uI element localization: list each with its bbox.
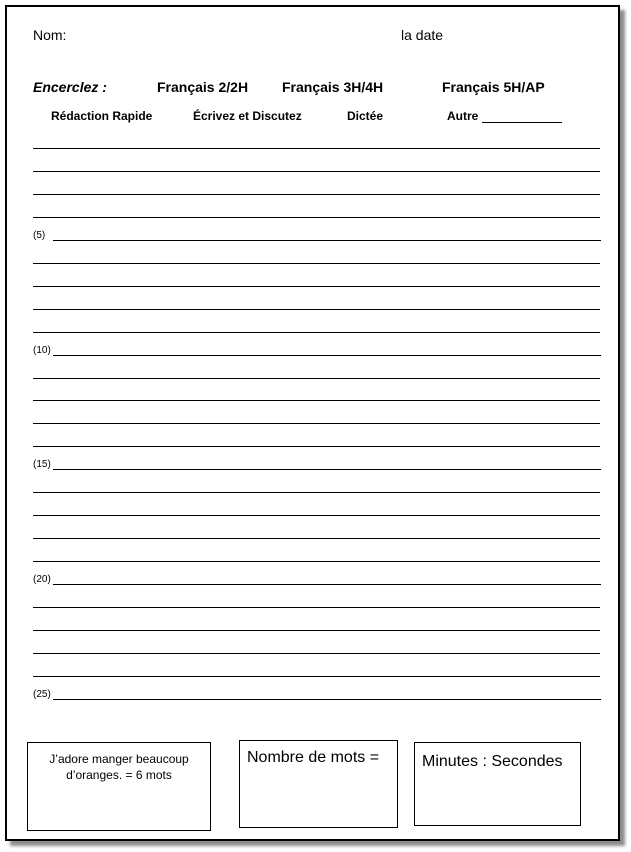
writing-line[interactable] [53,240,601,241]
writing-line[interactable] [53,699,601,700]
writing-line[interactable] [33,286,600,287]
word-count-label: Nombre de mots = [247,749,380,766]
writing-line[interactable] [33,630,600,631]
type-option-dictee[interactable]: Dictée [347,109,384,123]
line-number-marker: (5) [33,230,46,241]
writing-line[interactable] [33,400,600,401]
worksheet-page [5,5,620,841]
writing-line[interactable] [33,607,600,608]
writing-line[interactable] [33,217,600,218]
writing-line[interactable] [33,492,600,493]
name-label: Nom: [33,27,67,43]
time-label: Minutes : Secondes [422,753,563,770]
writing-line[interactable] [33,148,600,149]
circle-instruction: Encerclez : [33,79,107,95]
writing-line[interactable] [33,332,600,333]
writing-line[interactable] [33,653,600,654]
writing-line[interactable] [33,423,600,424]
autre-blank-line[interactable] [482,110,562,123]
writing-line[interactable] [33,676,600,677]
writing-line[interactable] [53,469,601,470]
writing-line[interactable] [33,561,600,562]
writing-line[interactable] [53,355,601,356]
line-number-marker: (20) [33,574,51,585]
writing-line[interactable] [33,194,600,195]
word-count-box[interactable] [239,740,398,828]
level-option-5h-ap[interactable]: Français 5H/AP [442,79,545,95]
writing-line[interactable] [33,309,600,310]
type-option-autre[interactable] [447,109,562,123]
type-option-redaction-rapide[interactable]: Rédaction Rapide [51,109,153,123]
autre-label: Autre [447,109,479,123]
level-option-3h-4h[interactable]: Français 3H/4H [282,79,384,95]
writing-line[interactable] [33,446,600,447]
type-option-ecrivez-discutez[interactable]: Écrivez et Discutez [193,109,302,123]
writing-line[interactable] [33,538,600,539]
example-box [27,742,211,831]
writing-line[interactable] [33,171,600,172]
level-option-2-2h[interactable]: Français 2/2H [157,79,249,95]
writing-line[interactable] [33,378,600,379]
example-text: J’adore manger beaucoup d’oranges. = 6 mots [49,752,189,782]
writing-line[interactable] [33,515,600,516]
date-label: la date [401,27,444,43]
line-number-marker: (25) [33,689,51,700]
writing-line[interactable] [33,263,600,264]
time-box[interactable] [414,742,581,826]
line-number-marker: (15) [33,459,51,470]
line-number-marker: (10) [33,345,51,356]
writing-line[interactable] [53,584,601,585]
